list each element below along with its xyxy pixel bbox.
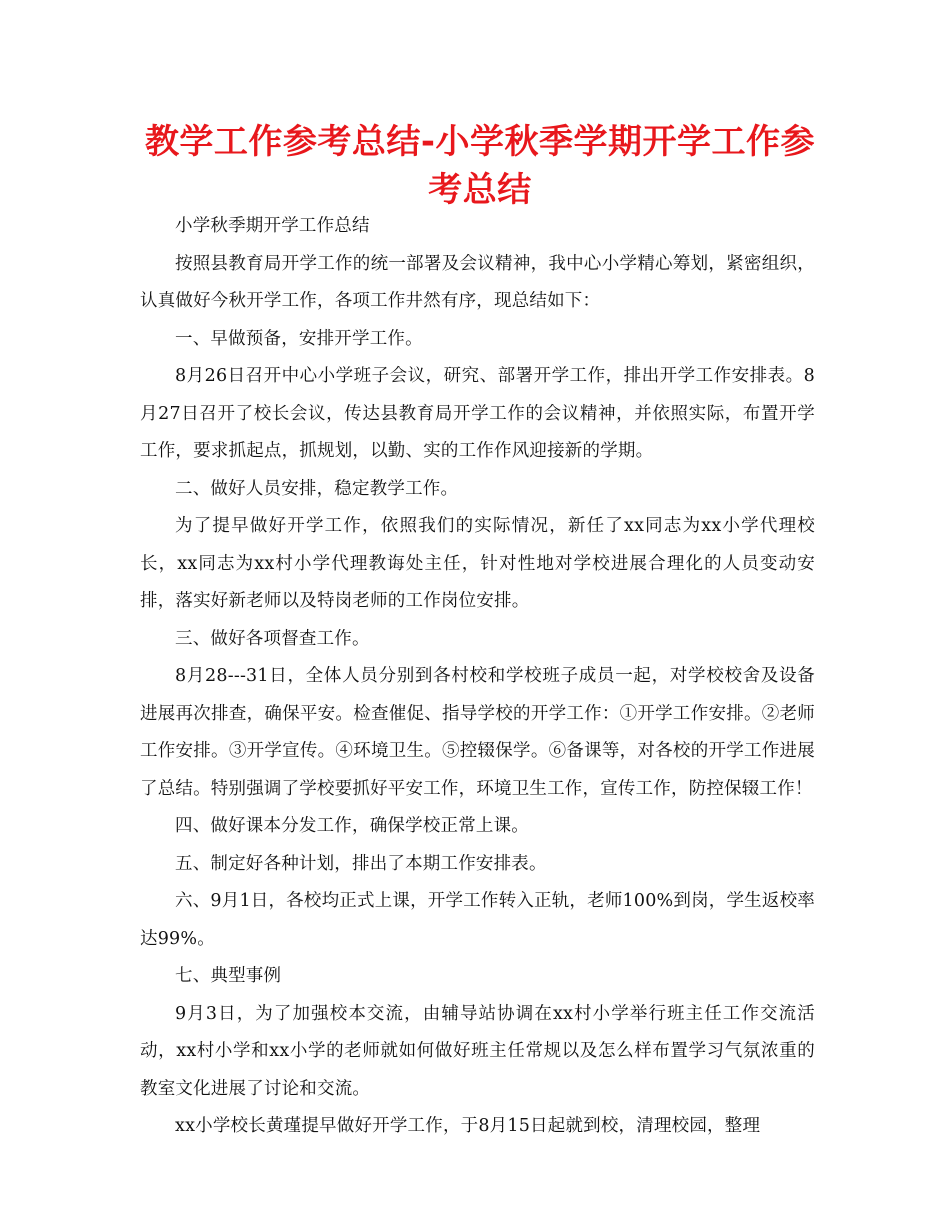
paragraph-section-7-example-1: 9月3日，为了加强校本交流，由辅导站协调在xx村小学举行班主任工作交流活动，xx村小学和xx小学的老师就如何做好班主任常规以及怎么样布置学习气氛浓重的教室文化进展了讨论和交流。	[140, 1003, 815, 1099]
paragraph-section-3: 8月28---31日，全体人员分别到各村校和学校班子成员一起，对学校校舍及设备进展再次排查，确保平安。检查催促、指导学校的开学工作：①开学工作安排。②老师工作安排。③开学宣传。④环境卫生。⑤控辍保学。⑥备课等，对各校的开学工作进展了总结。特别强调了学校要抓好平安工作，环境卫生工作，宣传工作，防控保辍工作！	[140, 666, 815, 799]
section-heading-4: 四、做好课本分发工作，确保学校正常上课。	[175, 816, 529, 836]
paragraph-section-2: 为了提早做好开学工作，依照我们的实际情况，新任了xx同志为xx小学代理校长，xx同志为xx村小学代理教诲处主任，针对性地对学校进展合理化的人员变动安排，落实好新老师以及特岗老师的工作岗位安排。	[140, 516, 815, 611]
section-heading-6: 六、9月1日，各校均正式上课，开学工作转入正轨，老师100%到岗，学生返校率达99%。	[140, 891, 815, 949]
document-body	[140, 208, 815, 1146]
section-heading-7: 七、典型事例	[175, 966, 282, 986]
section-heading-3: 三、做好各项督查工作。	[175, 628, 370, 649]
paragraph-section-1: 8月26日召开中心小学班子会议，研究、部署开学工作，排出开学工作安排表。8月27日召开了校长会议，传达县教育局开学工作的会议精神，并依照实际，布置开学工作，要求抓起点，抓规划，以勤、实的工作作风迎接新的学期。	[140, 366, 815, 461]
paragraph-section-7-example-2: xx小学校长黄瑾提早做好开学工作，于8月15日起就到校，清理校园，整理	[175, 1116, 761, 1136]
section-heading-1: 一、早做预备，安排开学工作。	[175, 328, 423, 349]
document-title: 教学工作参考总结-小学秋季学期开学工作参考总结	[144, 122, 816, 210]
paragraph-subtitle: 小学秋季期开学工作总结	[175, 216, 370, 236]
section-heading-5: 五、制定好各种计划，排出了本期工作安排表。	[175, 853, 547, 874]
paragraph-intro: 按照县教育局开学工作的统一部署及会议精神，我中心小学精心筹划，紧密组织，认真做好今秋开学工作，各项工作井然有序，现总结如下：	[140, 253, 815, 311]
section-heading-2: 二、做好人员安排，稳定教学工作。	[175, 478, 459, 499]
